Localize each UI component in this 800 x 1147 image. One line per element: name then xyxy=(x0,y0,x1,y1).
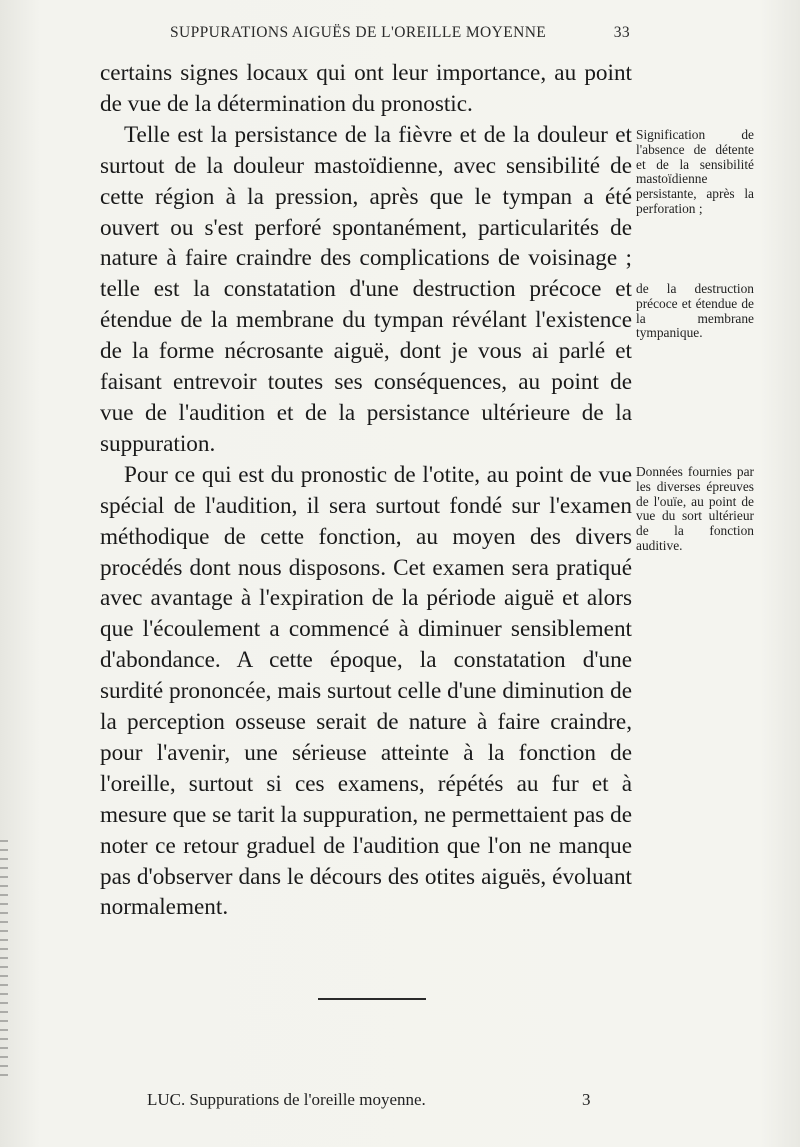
footer-signature: LUC. Suppurations de l'oreille moyenne. xyxy=(147,1090,426,1109)
margin-note-signification: Signification de l'absence de détente et de la sensibilité mastoïdienne persistante, après la perforation ; xyxy=(636,127,754,216)
margin-note-destruction: de la destruction précoce et étendue de la membrane tympanique. xyxy=(636,281,754,341)
footer-sheet-number: 3 xyxy=(582,1090,591,1109)
margin-note-donnees: Données fournies par les diverses épreuves de l'ouïe, au point de vue du sort ultérieur de la fonction auditive. xyxy=(636,464,754,553)
page-edge-marks xyxy=(0,840,8,1080)
running-head-title: SUPPURATIONS AIGUËS DE L'OREILLE MOYENNE xyxy=(170,24,547,41)
page-number: 33 xyxy=(613,24,630,41)
paragraph-continued: certains signes locaux qui ont leur importance, au point de vue de la détermination du pronostic. xyxy=(100,60,632,117)
section-end-rule xyxy=(318,998,426,1000)
paragraph-persistance: Telle est la persistance de la fièvre et de la douleur et surtout de la douleur mastoïdienne, avec sensibilité de cette région à la pression, après que le tympan a été ouvert ou s'est perforé spontanément, particularités de nature à faire craindre des complications de voisinage ; telle est la constatation d'une destruction précoce et étendue de la membrane du tympan révélant l'existence de la forme nécrosante aiguë, dont je vous ai parlé et faisant entrevoir toutes ses conséquences, au point de vue de l'audition et de la persistance ultérieure de la suppuration. xyxy=(100,121,632,457)
paragraph-pronostic-audition: Pour ce qui est du pronostic de l'otite, au point de vue spécial de l'audition, il sera surtout fondé sur l'examen méthodique de cette fonction, au moyen des divers procédés dont nous disposons. Cet examen sera pratiqué avec avantage à l'expiration de la période aiguë et alors que l'écoulement a commencé à diminuer sensiblement d'abondance. A cette époque, la constatation d'une surdité prononcée, mais surtout celle d'une diminution de la perception osseuse serait de nature à faire craindre, pour l'avenir, une sérieuse atteinte à la fonction de l'oreille, surtout si ces examens, répétés au fur et à mesure que se tarit la suppuration, ne permettaient pas de noter ce retour graduel de l'audition que l'on ne manque pas d'observer dans le décours des otites aiguës, évoluant normalement. xyxy=(100,461,632,921)
body-text xyxy=(100,58,632,923)
